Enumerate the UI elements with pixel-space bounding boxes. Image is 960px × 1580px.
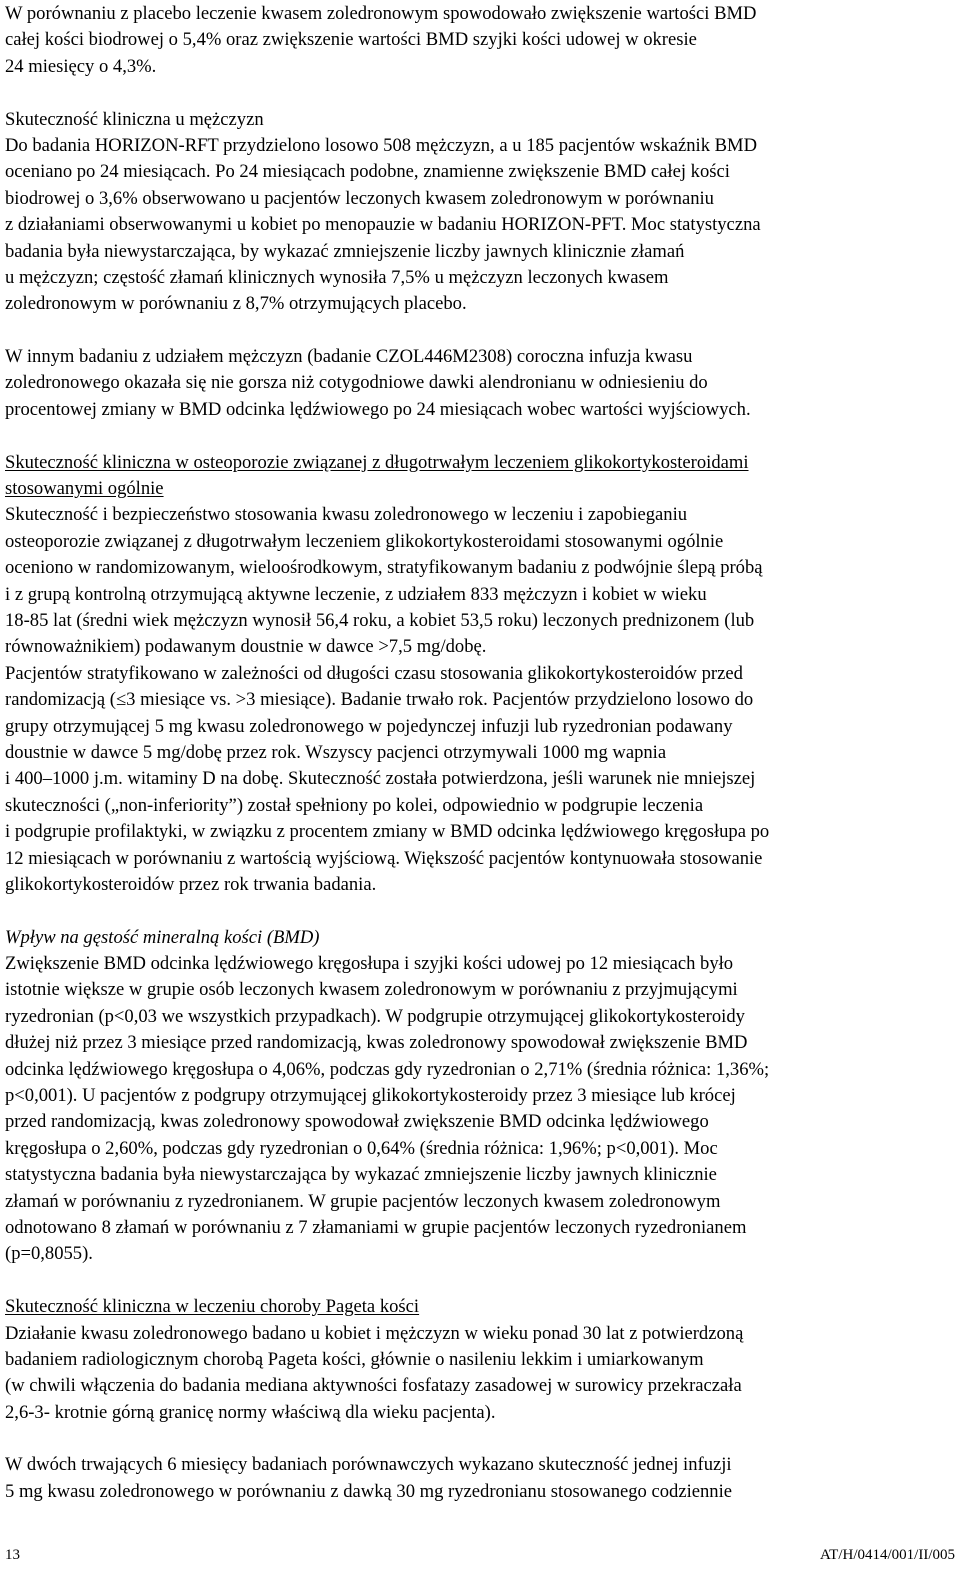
- text-line: badania była niewystarczająca, by wykazać zmniejszenie liczby jawnych klinicznie złamań: [5, 240, 685, 262]
- text-line: grupy otrzymującej 5 mg kwasu zoledronowego w pojedynczej infuzji lub ryzedronian podawany: [5, 715, 733, 737]
- intro-paragraph: [5, 1, 957, 80]
- section-men-efficacy: [5, 107, 957, 318]
- text-line: i podgrupie profilaktyki, w związku z procentem zmiany w BMD odcinka lędźwiowego kręgosłupa po: [5, 821, 770, 843]
- text-line: przed randomizacją, kwas zoledronowy spowodował zwiększenie BMD odcinka lędźwiowego: [5, 1111, 709, 1133]
- text-line: dłużej niż przez 3 miesiące przed randomizacją, kwas zoledronowy spowodował zwiększenie BMD: [5, 1032, 748, 1054]
- text-line: Pacjentów stratyfikowano w zależności od długości czasu stosowania glikokortykosteroidów przed: [5, 662, 743, 684]
- page-footer: [5, 1545, 955, 1565]
- text-line: zoledronowym w porównaniu z 8,7% otrzymujących placebo.: [5, 293, 467, 315]
- text-line: randomizacją (≤3 miesiące vs. >3 miesiące). Badanie trwało rok. Pacjentów przydzielono losowo do: [5, 689, 754, 711]
- text-line: procentowej zmiany w BMD odcinka lędźwiowego po 24 miesiącach wobec wartości wyjściowych.: [5, 398, 751, 420]
- text-line: Zwiększenie BMD odcinka lędźwiowego kręgosłupa i szyjki kości udowej po 12 miesiącach było: [5, 953, 734, 975]
- paragraph-czol-study: [5, 344, 957, 423]
- document-code: AT/H/0414/001/II/005: [820, 1547, 955, 1563]
- text-line: ryzedronian (p<0,03 we wszystkich przypadkach). W podgrupie otrzymującej glikokortykosteroidy: [5, 1005, 745, 1027]
- text-line: Do badania HORIZON-RFT przydzielono losowo 508 mężczyzn, a u 185 pacjentów wskaźnik BMD: [5, 134, 758, 156]
- text-line: W porównaniu z placebo leczenie kwasem zoledronowym spowodowało zwiększenie wartości BMD: [5, 3, 757, 24]
- text-line: złamań w porównaniu z ryzedronianem. W grupie pacjentów leczonych kwasem zoledronowym: [5, 1190, 721, 1212]
- text-line: całej kości biodrowej o 5,4% oraz zwiększenie wartości BMD szyjki kości udowej w okresie: [5, 29, 697, 51]
- text-line: odcinka lędźwiowego kręgosłupa o 4,06%, podczas gdy ryzedronian o 2,71% (średnia różnica: 1,36%;: [5, 1058, 770, 1080]
- section-heading: Skuteczność kliniczna w leczeniu choroby Pageta kości: [5, 1296, 420, 1318]
- text-line: z działaniami obserwowanymi u kobiet po menopauzie w badaniu HORIZON-PFT. Moc statystyczna: [5, 214, 761, 236]
- text-line: kręgosłupa o 2,60%, podczas gdy ryzedronian o 0,64% (średnia różnica: 1,96%; p<0,001). Moc: [5, 1137, 718, 1159]
- text-line: doustnie w dawce 5 mg/dobę przez rok. Wszyscy pacjenci otrzymywali 1000 mg wapnia: [5, 741, 667, 763]
- text-line: i z grupą kontrolną otrzymującą aktywne leczenie, z udziałem 833 mężczyzn i kobiet w wieku: [5, 583, 707, 605]
- text-line: Skuteczność i bezpieczeństwo stosowania kwasu zoledronowego w leczeniu i zapobieganiu: [5, 504, 688, 526]
- section-heading: Skuteczność kliniczna w osteoporozie związanej z długotrwałym leczeniem glikokortykosteroidami: [5, 451, 749, 473]
- text-line: Działanie kwasu zoledronowego badano u kobiet i mężczyzn w wieku ponad 30 lat z potwierdzoną: [5, 1322, 744, 1344]
- text-line: oceniono w randomizowanym, wieloośrodkowym, stratyfikowanym badaniu z podwójnie ślepą próbą: [5, 557, 763, 579]
- text-line: p<0,001). U pacjentów z podgrupy otrzymującej glikokortykosteroidy przez 3 miesiące lub krócej: [5, 1085, 736, 1107]
- text-line: istotnie większe w grupie osób leczonych kwasem zoledronowym w porównaniu z przyjmującymi: [5, 979, 738, 1001]
- paragraph-comparative-studies: [5, 1452, 957, 1505]
- text-line: zoledronowego okazała się nie gorsza niż cotygodniowe dawki alendronianu w odniesieniu do: [5, 372, 708, 394]
- text-line: 2,6-3- krotnie górną granicę normy właściwą dla wieku pacjenta).: [5, 1401, 496, 1423]
- section-heading: stosowanymi ogólnie: [5, 478, 164, 500]
- text-line: u mężczyzn; częstość złamań klinicznych wynosiła 7,5% u mężczyzn leczonych kwasem: [5, 266, 669, 288]
- text-line: odnotowano 8 złamań w porównaniu z 7 złamaniami w grupie pacjentów leczonych ryzedronianem: [5, 1216, 747, 1238]
- section-paget-disease: [5, 1294, 957, 1426]
- section-heading: Skuteczność kliniczna u mężczyzn: [5, 108, 264, 130]
- text-line: glikokortykosteroidów przez rok trwania badania.: [5, 873, 377, 895]
- section-heading: Wpływ na gęstość mineralną kości (BMD): [5, 926, 320, 948]
- text-line: 18-85 lat (średni wiek mężczyzn wynosił 56,4 roku, a kobiet 53,5 roku) leczonych prednizonem (lub: [5, 609, 755, 631]
- page-number: 13: [5, 1547, 20, 1563]
- text-line: skuteczności („non-inferiority”) został spełniony po kolei, odpowiednio w podgrupie leczenia: [5, 794, 704, 816]
- text-line: i 400–1000 j.m. witaminy D na dobę. Skuteczność została potwierdzona, jeśli warunek nie mniejszej: [5, 768, 756, 790]
- text-line: badaniem radiologicznym chorobą Pageta kości, głównie o nasileniu lekkim i umiarkowanym: [5, 1348, 704, 1370]
- section-bmd-effect: [5, 925, 957, 1268]
- text-line: osteoporozie związanej z długotrwałym leczeniem glikokortykosteroidami stosowanymi ogólnie: [5, 530, 724, 552]
- text-line: oceniano po 24 miesiącach. Po 24 miesiącach podobne, znamienne zwiększenie BMD całej kości: [5, 161, 730, 183]
- text-line: równoważnikiem) podawanym doustnie w dawce >7,5 mg/dobę.: [5, 636, 487, 658]
- text-line: statystyczna badania była niewystarczająca by wykazać zmniejszenie liczby jawnych klinicznie: [5, 1164, 717, 1186]
- text-line: (p=0,8055).: [5, 1243, 93, 1265]
- text-line: W innym badaniu z udziałem mężczyzn (badanie CZOL446M2308) coroczna infuzja kwasu: [5, 346, 693, 368]
- text-line: 5 mg kwasu zoledronowego w porównaniu z dawką 30 mg ryzedronianu stosowanego codziennie: [5, 1480, 733, 1502]
- document-page: [5, 1, 957, 1505]
- text-line: (w chwili włączenia do badania mediana aktywności fosfatazy zasadowej w surowicy przekraczała: [5, 1375, 742, 1397]
- text-line: 12 miesiącach w porównaniu z wartością wyjściową. Większość pacjentów kontynuowała stosowanie: [5, 847, 763, 869]
- text-line: biodrowej o 3,6% obserwowano u pacjentów leczonych kwasem zoledronowym w porównaniu: [5, 187, 714, 209]
- section-glucocorticoid-osteoporosis: [5, 450, 957, 899]
- text-line: 24 miesięcy o 4,3%.: [5, 55, 157, 77]
- text-line: W dwóch trwających 6 miesięcy badaniach porównawczych wykazano skuteczność jednej infuzji: [5, 1454, 732, 1476]
